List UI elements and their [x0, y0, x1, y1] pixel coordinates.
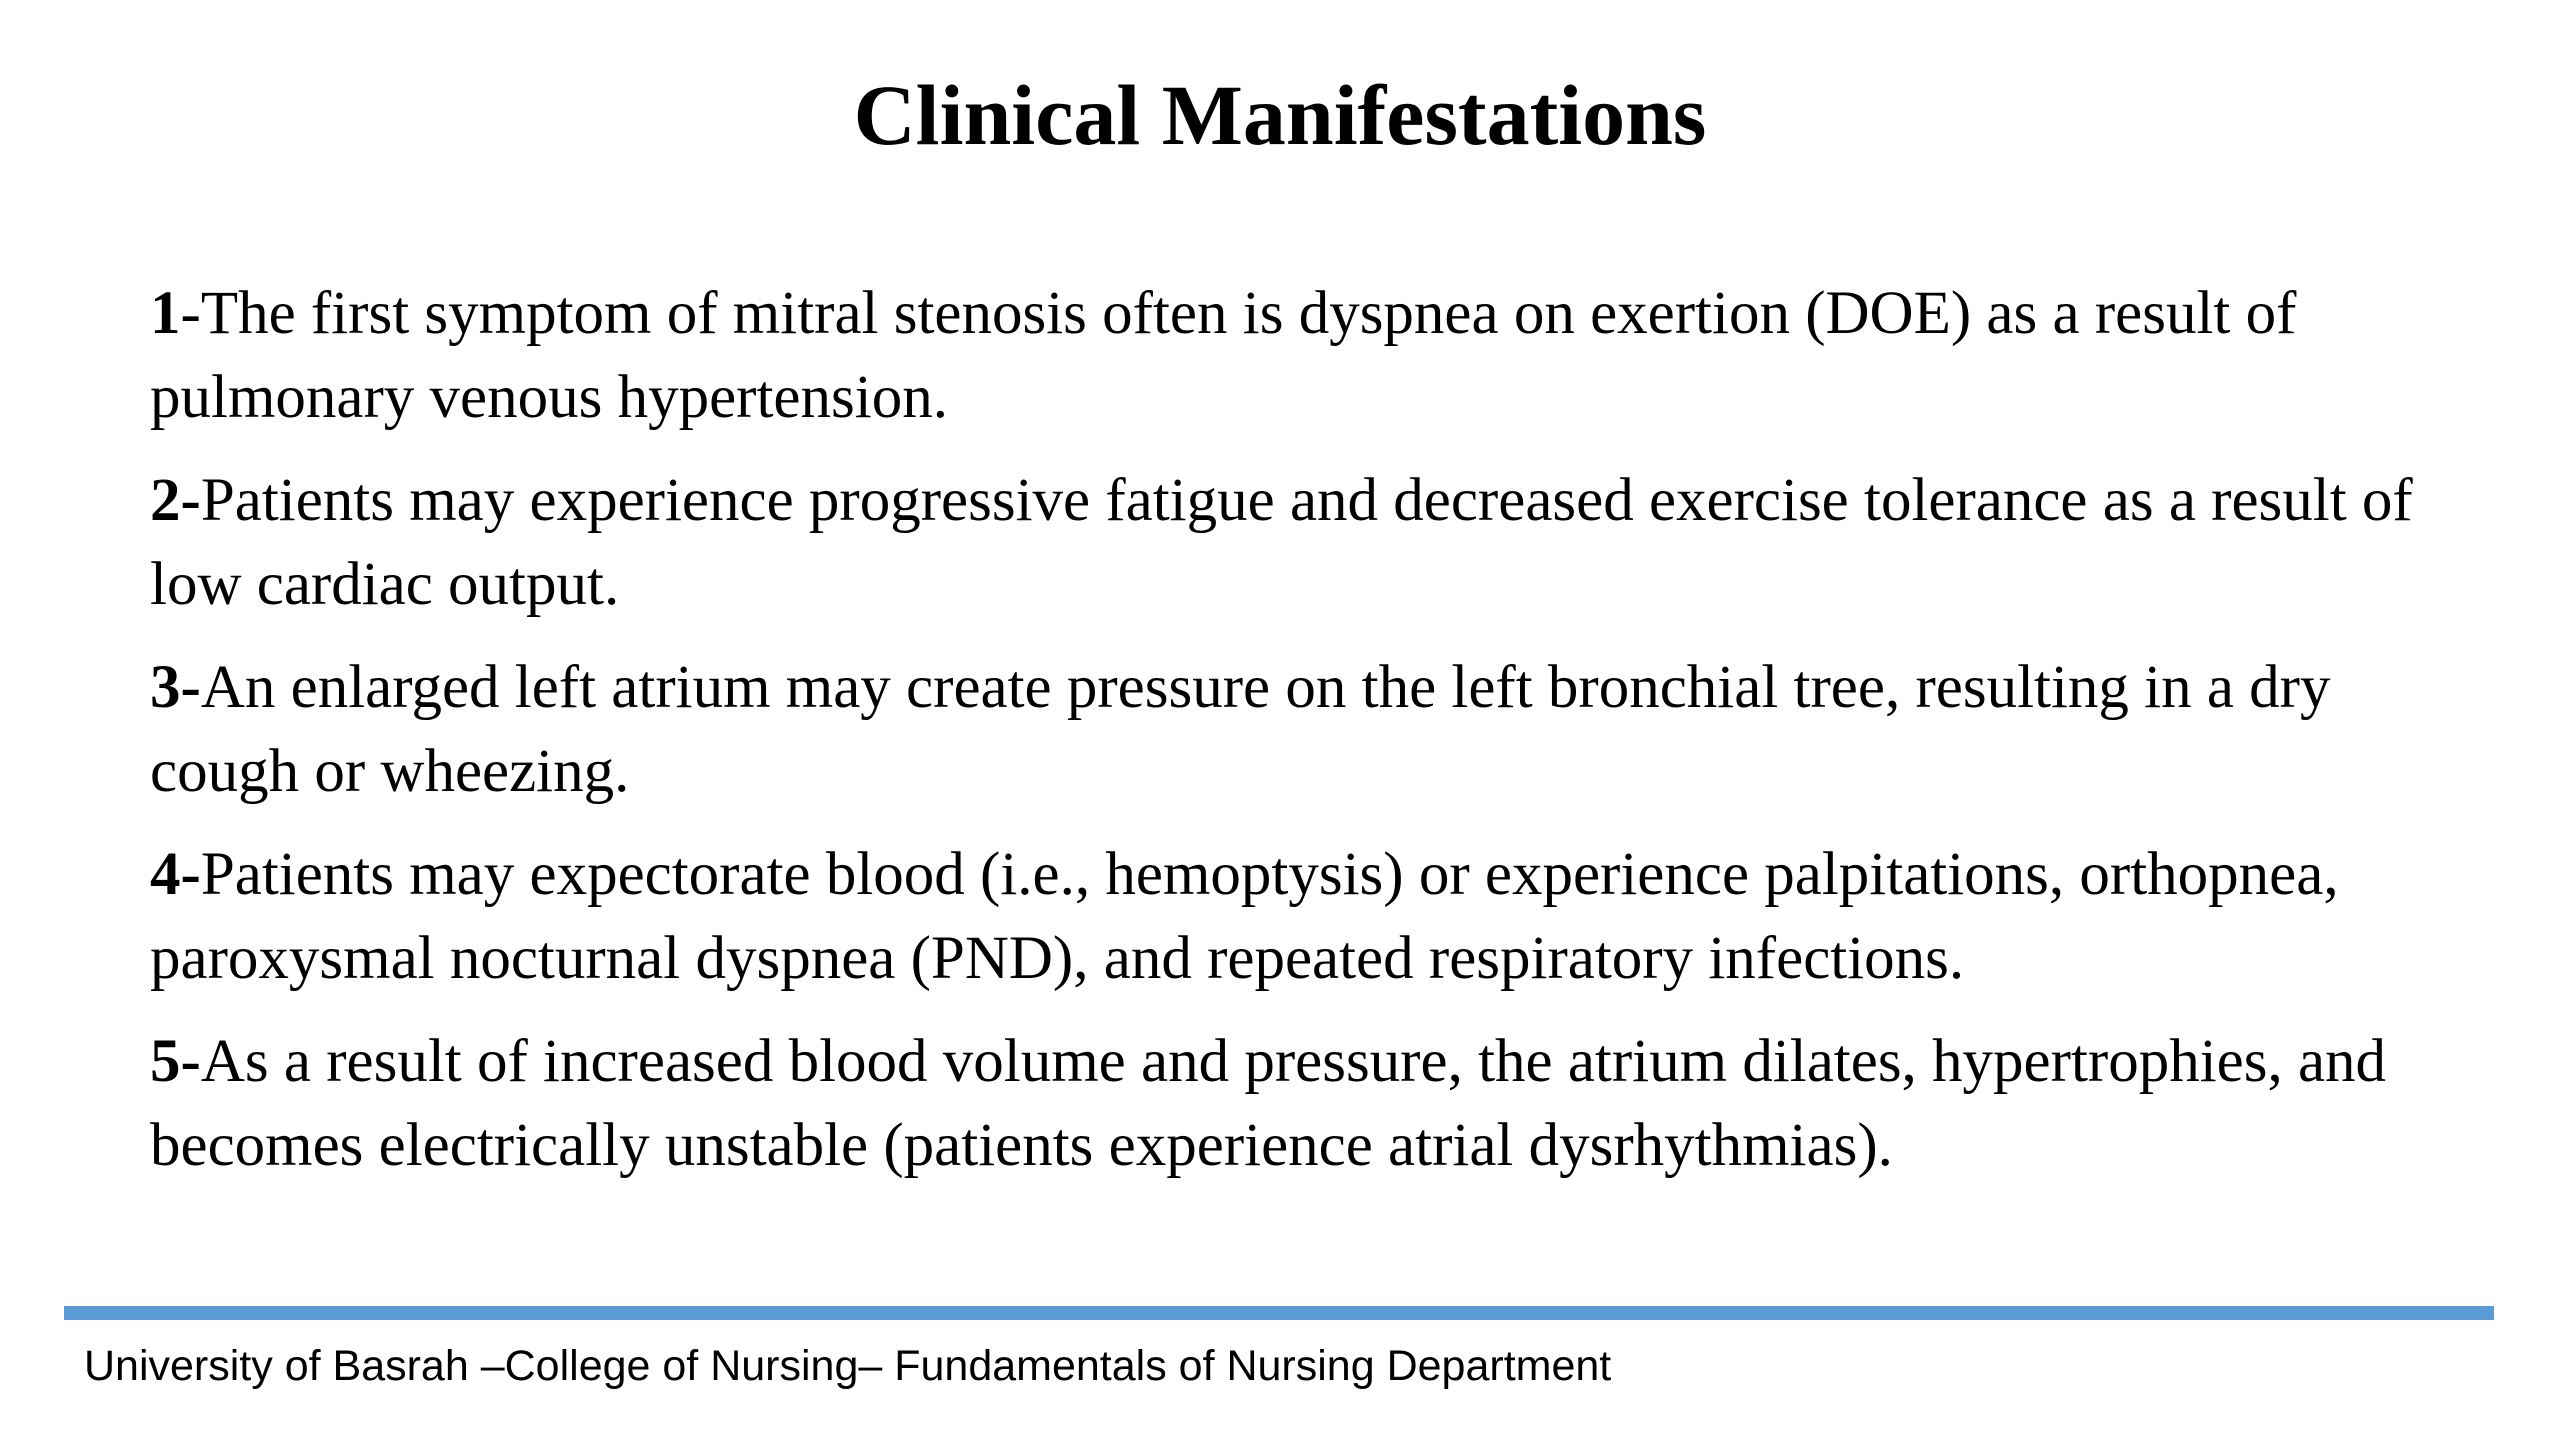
list-item	[150, 1020, 2480, 1188]
item-number: 1	[150, 280, 181, 347]
list-item	[150, 833, 2480, 1001]
footer-text: University of Basrah –College of Nursing– Fundamentals of Nursing Department	[84, 1342, 1612, 1390]
list-item	[150, 272, 2480, 440]
item-text: An enlarged left atrium may create pressure on the left bronchial tree, resulting in a dry cough or wheezing.	[150, 654, 2331, 805]
item-text: As a result of increased blood volume and pressure, the atrium dilates, hypertrophies, and becomes electrically unstable (patients experience atrial dysrhythmias).	[150, 1028, 2387, 1179]
manifestations-list	[150, 272, 2480, 1207]
slide-title: Clinical Manifestations	[853, 67, 1707, 163]
item-text: -The first symptom of mitral stenosis often is dyspnea on exertion (DOE) as a result of pulmonary venous hypertension.	[150, 280, 2297, 431]
list-item	[150, 646, 2480, 814]
footer-divider	[64, 1306, 2494, 1320]
item-text: Patients may expectorate blood (i.e., hemoptysis) or experience palpitations, orthopnea, paroxysmal nocturnal dyspnea (PND), and repeated respiratory infections.	[150, 841, 2339, 992]
item-number: 2-	[150, 467, 201, 534]
item-number: 4-	[150, 841, 201, 908]
item-number: 3-	[150, 654, 201, 721]
item-number: 5-	[150, 1028, 201, 1095]
item-text: Patients may experience progressive fatigue and decreased exercise tolerance as a result of low cardiac output.	[150, 467, 2413, 618]
list-item	[150, 459, 2480, 627]
